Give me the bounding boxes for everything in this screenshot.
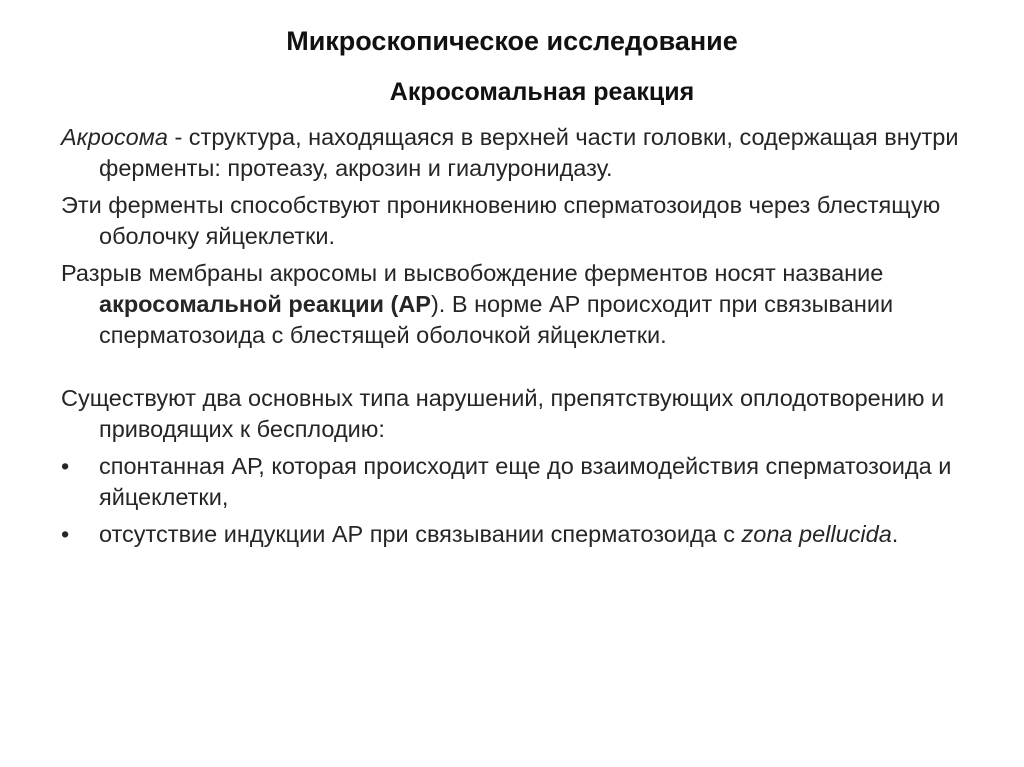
bullet-item: [61, 451, 981, 513]
bullet-end: .: [891, 521, 899, 547]
paragraph-disorders: Существуют два основных типа нарушений, препятствующих оплодотворению и приводящих к бесплодию:: [61, 385, 945, 442]
term-acrosomal-reaction: акросомальной реакции (АР: [99, 291, 431, 317]
bullet-text: спонтанная АР, которая происходит еще до взаимодействия сперматозоида и яйцеклетки,: [99, 453, 952, 510]
term-acrosome: Акросома: [61, 124, 168, 150]
bullet-icon: •: [61, 521, 70, 547]
paragraph-reaction-text-before: Разрыв мембраны акросомы и высвобождение ферментов носят название: [61, 260, 884, 286]
term-zona-pellucida: zona pellucida: [741, 521, 892, 547]
slide-title: Микроскопическое исследование: [286, 26, 738, 56]
paragraph-enzymes: Эти ферменты способствуют проникновению сперматозоидов через блестящую оболочку яйцеклетки.: [61, 192, 941, 249]
paragraph-acrosome: [61, 122, 981, 184]
bullet-text: отсутствие индукции АР при связывании сперматозоида с: [99, 521, 742, 547]
paragraph-reaction-text-after: ). В норме АР происходит при связывании сперматозоида с блестящей оболочкой яйцеклетки.: [99, 291, 894, 348]
slide-body: [61, 122, 981, 556]
slide-subtitle: Акросомальная реакция: [389, 78, 695, 106]
paragraph-spacer: [61, 357, 981, 383]
paragraph-acrosome-text: - структура, находящаяся в верхней части головки, содержащая внутри ферменты: протеазу, акрозин и гиалуронидазу.: [99, 124, 959, 181]
bullet-item: [61, 519, 981, 550]
paragraph-reaction: [61, 258, 981, 351]
bullet-icon: •: [61, 453, 70, 479]
